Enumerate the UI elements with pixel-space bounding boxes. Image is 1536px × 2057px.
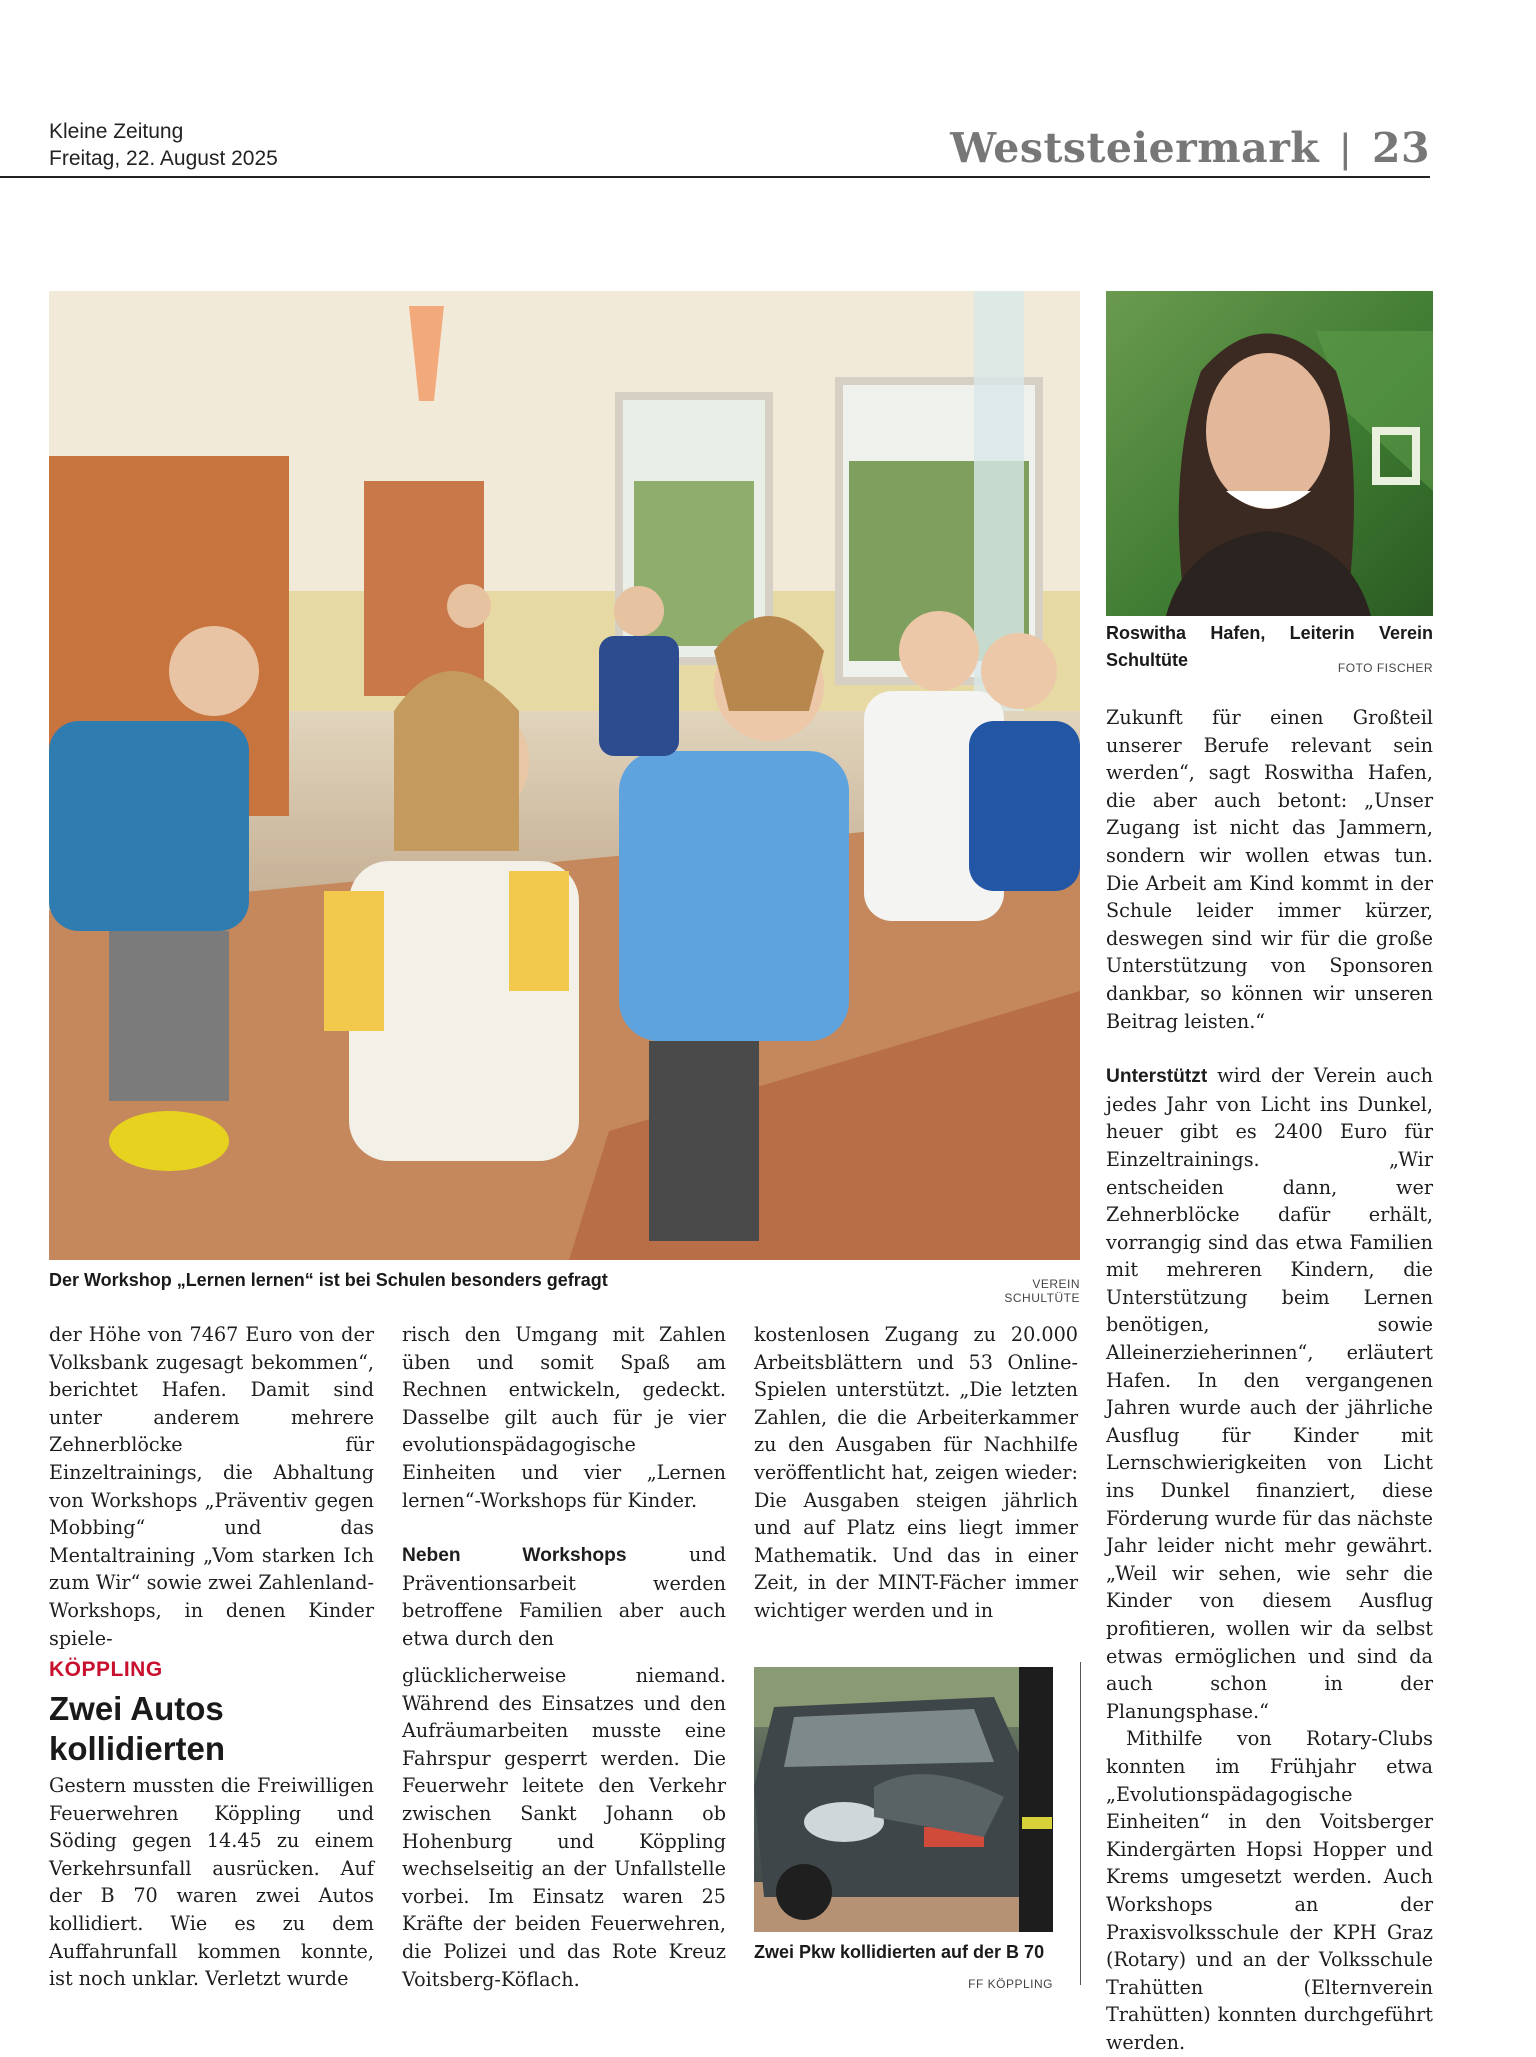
accident-headline: Zwei Autos kollidierten xyxy=(49,1690,226,1767)
article-main-col1: der Höhe von 7467 Euro von der Volksbank zugesagt bekommen“, berichtet Hafen. Damit sind unter anderem mehrere Zehnerblöcke für Einzeltrainings, die Abhaltung von Workshops „Präventiv gegen Mobbing“ und das Mentaltraining „Vom starken Ich zum Wir“ sowie zwei Zahlenland-Workshops, in denen Kinder spiele- xyxy=(49,1323,374,1650)
accident-col1: Gestern mussten die Freiwilligen Feuerwehren Köppling und Söding gegen 14.45 zu einem Verkehrsunfall ausrücken. Auf der B 70 waren zwei Autos kollidiert. Wie es zu dem Auffahrunfall kommen konnte, ist noch unklar. Verletzt wurde xyxy=(49,1774,374,1991)
article-main-col4-para2: Unterstützt wird der Verein auch jedes Jahr von Licht ins Dunkel, heuer gibt es 2400 Euro für Einzeltrainings. „Wir entscheiden dann, wer Zehnerblöcke dafür erhält, vorrangig sind das etwa Familien mit mehreren Kindern, die Unterstützung beim Lernen benötigen, sowie Alleinerzieherinnen“, erläutert Hafen. In den vergangenen Jahren wurde auch der jährliche Ausflug für Kinder mit Lernschwierigkeiten von Licht ins Dunkel finanziert, diese Förderung wurde für das nächste Jahr leider nicht mehr gewährt. „Weil wir sehen, wie sehr die Kinder von diesem Ausflug profitieren, wollen wir da selbst etwas ermöglichen und sind da auch schon in der Planungsphase.“ xyxy=(1106,1064,1433,1723)
car-crash-photo-illustration xyxy=(754,1667,1053,1932)
accident-col2: glücklicherweise niemand. Während des Einsatzes und den Aufräumarbeiten musste eine Fahrspur gesperrt werden. Die Feuerwehr leitete den Verkehr zwischen Sankt Johann ob Hohenburg und Köppling wechselseitig an der Unfallstelle vorbei. Im Einsatz waren 25 Kräfte der beiden Feuerwehren, die Polizei und das Rote Kreuz Voitsberg-Köflach. xyxy=(402,1664,726,1991)
page-number: 23 xyxy=(1371,124,1430,172)
car-crash-photo xyxy=(754,1667,1053,1932)
article-main-col4: Zukunft für einen Großteil unserer Berufe relevant sein werden“, sagt Roswitha Hafen, die aber auch betont: „Unser Zugang ist nicht das Jammern, sondern wir wollen etwas tun. Die Arbeit am Kind kommt in der Schule leider immer kürzer, deswegen sind wir für die große Unterstützung von Sponsoren dankbar, so können wir unseren Beitrag leisten.“ Unterstützt wird der Verein auch jedes Jahr von Licht ins Dunkel, heuer gibt es 2400 Euro für Einzeltrainings. „Wir entscheiden dann, wer Zehnerblöcke dafür erhält, vorrangig sind das etwa Familien mit mehreren Kindern, die Unterstützung beim Lernen benötigen, sowie Alleinerzieherinnen“, erläutert Hafen. In den vergangenen Jahren wurde auch der jährliche Ausflug für Kinder mit Lernschwierigkeiten von Licht ins Dunkel finanziert, diese Förderung wurde für das nächste Jahr leider nicht mehr gewährt. „Weil wir sehen, wie sehr die Kinder von diesem Ausflug profitieren, wollen wir da selbst etwas ermöglichen und sind da auch schon in der Planungsphase.“ Mithilfe von Rotary-Clubs konnten im Frühjahr etwa „Evolutionspädagogische Einheiten“ in den Voitsberger Kindergärten Hopsi Hopper und Krems umgesetzt werden. Auch Workshops an der Praxisvolksschule der KPH Graz (Rotary) und an der Volksschule Trahütten (Elternverein Trahütten) konnten durchgeführt werden. xyxy=(1106,706,1433,2054)
car-photo-caption: Zwei Pkw kollidierten auf der B 70 xyxy=(754,1942,1045,1962)
section-header xyxy=(950,124,1430,172)
issue-date: Freitag, 22. August 2025 xyxy=(49,147,278,170)
accident-kicker: KÖPPLING xyxy=(49,1658,163,1681)
portrait-photo-caption: Roswitha Hafen, Leiterin Verein Schultüte xyxy=(1106,623,1433,670)
portrait-photo xyxy=(1106,291,1433,616)
portrait-photo-illustration xyxy=(1106,291,1433,616)
header-rule xyxy=(0,176,1430,178)
portrait-photo-credit: FOTO FISCHER xyxy=(1337,661,1433,675)
article-main-col3: kostenlosen Zugang zu 20.000 Arbeitsblättern und 53 Online-Spielen unterstützt. „Die letzten Zahlen, die die Arbeiterkammer zu den Ausgaben für Nachhilfe veröffentlicht hat, zeigen wieder: Die Ausgaben steigen jährlich und auf Platz eins liegt immer Mathematik. Und das in einer Zeit, in der MINT-Fächer immer wichtiger werden und in xyxy=(754,1323,1078,1622)
masthead xyxy=(49,118,278,172)
header-separator: | xyxy=(1340,125,1352,171)
classroom-photo xyxy=(49,291,1080,1260)
publication-name: Kleine Zeitung xyxy=(49,120,184,143)
car-photo-credit: FF KÖPPLING xyxy=(968,1977,1053,1991)
article-main-col2-para2: Neben Workshops und Präventionsarbeit werden betroffene Familien aber auch etwa durch den xyxy=(402,1543,726,1650)
classroom-photo-credit: VEREIN SCHULTÜTE xyxy=(1004,1277,1080,1305)
section-name: Weststeiermark xyxy=(950,124,1320,172)
classroom-photo-illustration xyxy=(49,291,1080,1260)
classroom-photo-caption: Der Workshop „Lernen lernen“ ist bei Schulen besonders gefragt xyxy=(49,1270,608,1290)
column-divider xyxy=(1080,1662,1081,1985)
article-main-col2: risch den Umgang mit Zahlen üben und somit Spaß am Rechnen entwickeln, gedeckt. Dasselbe gilt auch für je vier evolutionspädagogische Einheiten und vier „Lernen lernen“-Workshops für Kinder. Neben Workshops und Präventionsarbeit werden betroffene Familien aber auch etwa durch den xyxy=(402,1321,726,1653)
